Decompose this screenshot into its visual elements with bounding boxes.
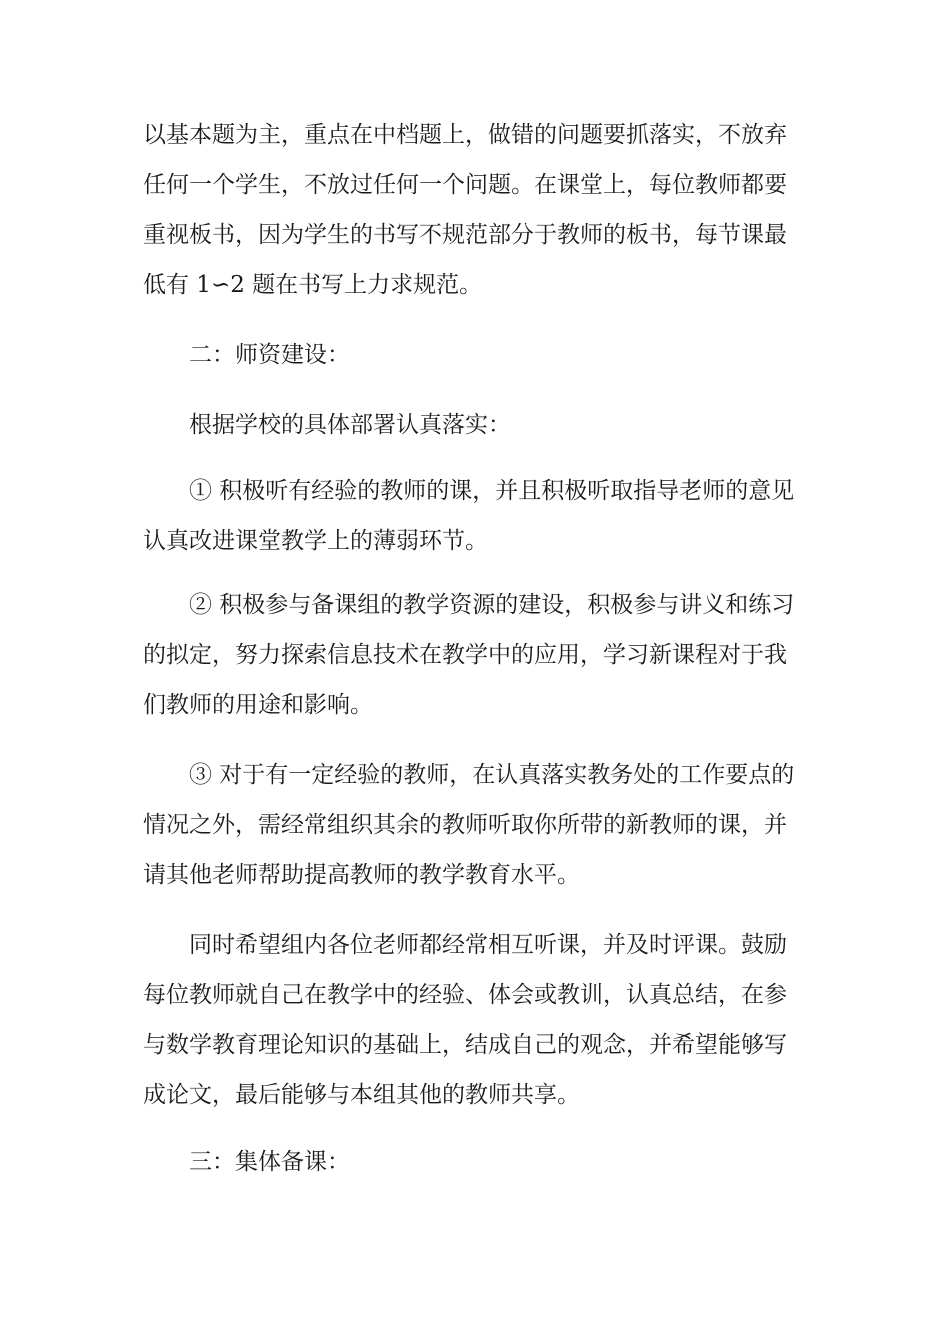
heading-text: 二：师资建设： [189, 342, 350, 368]
text-line: 任何一个学生，不放过任何一个问题。在课堂上，每位教师都要 [143, 172, 787, 198]
text-line: 情况之外，需经常组织其余的教师听取你所带的新教师的课，并 [143, 812, 787, 838]
text-line: ③ 对于有一定经验的教师，在认真落实教务处的工作要点的 [189, 762, 795, 788]
heading-text: 三：集体备课： [189, 1149, 350, 1175]
text-line: 与数学教育理论知识的基础上，结成自己的观念，并希望能够写 [143, 1032, 787, 1058]
text-line: 的拟定，努力探索信息技术在教学中的应用，学习新课程对于我 [143, 642, 787, 668]
list-item-3 [143, 750, 815, 900]
text-line: 请其他老师帮助提高教师的教学教育水平。 [143, 862, 580, 888]
text-line: 重视板书，因为学生的书写不规范部分于教师的板书，每节课最 [143, 222, 787, 248]
list-item-1 [143, 466, 815, 566]
section-heading-collective-lesson-prep [143, 1137, 815, 1187]
paragraph-intro [143, 400, 815, 450]
text-line: 低有 1∽2 题在书写上力求规范。 [143, 272, 483, 298]
text-line: 根据学校的具体部署认真落实： [189, 412, 511, 438]
text-line: 同时希望组内各位老师都经常相互听课，并及时评课。鼓励 [189, 932, 787, 958]
text-line: 成论文，最后能够与本组其他的教师共享。 [143, 1082, 580, 1108]
text-line: 认真改进课堂教学上的薄弱环节。 [143, 528, 488, 554]
text-line: 以基本题为主，重点在中档题上，做错的问题要抓落实，不放弃 [143, 122, 787, 148]
text-line: ② 积极参与备课组的教学资源的建设，积极参与讲义和练习 [189, 592, 795, 618]
list-item-2 [143, 580, 815, 730]
text-line: ① 积极听有经验的教师的课，并且积极听取指导老师的意见 [189, 478, 795, 504]
text-line: 每位教师就自己在教学中的经验、体会或教训，认真总结，在参 [143, 982, 787, 1008]
text-line: 们教师的用途和影响。 [143, 692, 373, 718]
section-heading-teacher-development [143, 330, 815, 380]
paragraph-collaboration [143, 920, 815, 1120]
paragraph-continuation [143, 110, 815, 310]
